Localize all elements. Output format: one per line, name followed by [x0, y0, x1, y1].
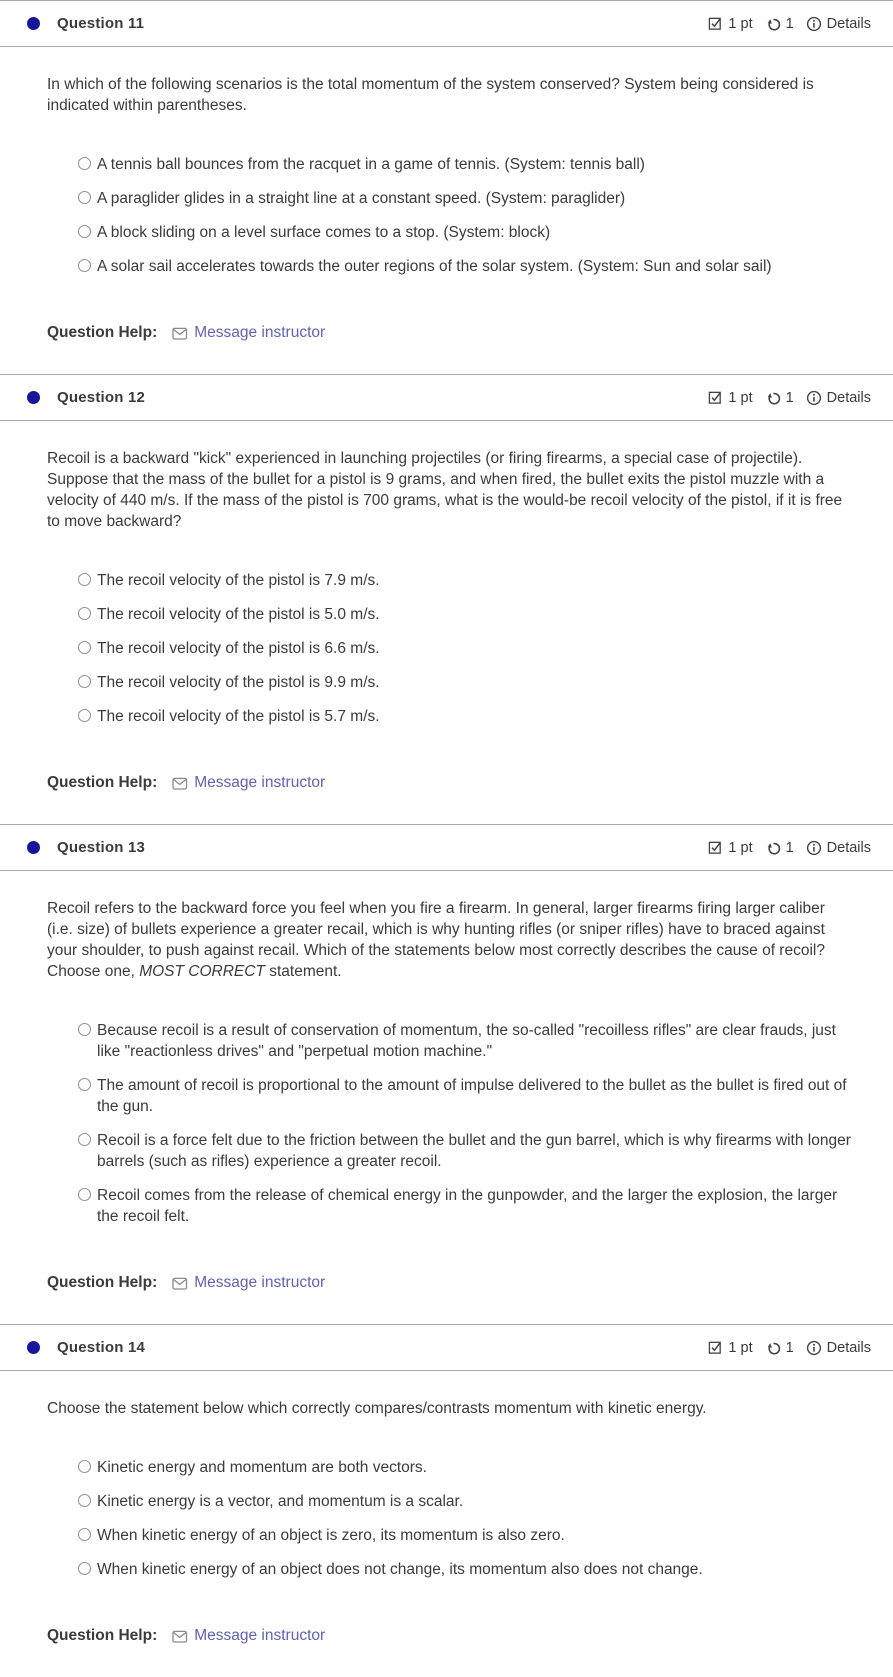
question-meta — [708, 16, 871, 32]
details-label: Details — [826, 15, 871, 32]
message-instructor-link[interactable] — [172, 1274, 325, 1292]
question-body — [0, 47, 893, 374]
question-title: Question 12 — [57, 389, 146, 406]
points-indicator — [708, 390, 752, 406]
radio-button[interactable] — [78, 259, 91, 272]
answer-option[interactable] — [78, 256, 853, 277]
details-button[interactable] — [806, 390, 871, 406]
question-body — [0, 421, 893, 824]
answer-option[interactable] — [78, 672, 853, 693]
retry-undo-icon — [765, 1340, 781, 1356]
question-header — [0, 374, 893, 421]
answer-option[interactable] — [78, 1020, 853, 1062]
radio-button[interactable] — [78, 709, 91, 722]
option-label: A tennis ball bounces from the racquet in a game of tennis. (System: tennis ball) — [97, 156, 645, 173]
answer-option[interactable] — [78, 1185, 853, 1227]
question-help-label: Question Help: — [47, 1274, 158, 1291]
question-title: Question 13 — [57, 839, 146, 856]
attempts-count: 1 — [785, 1339, 794, 1356]
question-header — [0, 0, 893, 47]
option-label: The recoil velocity of the pistol is 7.9 m/s. — [97, 572, 380, 589]
answer-option[interactable] — [78, 222, 853, 243]
question-help-label: Question Help: — [47, 774, 158, 791]
points-label: 1 pt — [728, 389, 753, 406]
points-indicator — [708, 840, 752, 856]
answer-option[interactable] — [78, 154, 853, 175]
radio-button[interactable] — [78, 641, 91, 654]
checkbox-check-icon — [708, 16, 723, 31]
answer-option[interactable] — [78, 188, 853, 209]
question-text: Recoil refers to the backward force you feel when you fire a firearm. In general, larger firearms firing larger caliber (i.e. size) of bullets experience a greater recail, which is why hunting rifles (or sniper rifles) have to braced against your shoulder, to push against recail. Which of the statements below most correctly describes the cause of recoil? Choose one, MOST CORRECT statement. — [47, 900, 825, 980]
radio-button[interactable] — [78, 1494, 91, 1507]
retry-undo-icon — [765, 390, 781, 406]
message-instructor-label: Message instructor — [194, 324, 326, 341]
question-header — [0, 1324, 893, 1371]
message-instructor-label: Message instructor — [194, 774, 326, 791]
points-indicator — [708, 16, 752, 32]
option-label: Recoil comes from the release of chemical energy in the gunpowder, and the larger the explosion, the larger the recoil felt. — [97, 1187, 838, 1225]
retry-undo-icon — [765, 840, 781, 856]
question-help-row — [47, 774, 853, 824]
radio-button[interactable] — [78, 1460, 91, 1473]
option-label: When kinetic energy of an object does not change, its momentum also does not change. — [97, 1561, 703, 1578]
attempts-indicator — [765, 840, 794, 856]
question-text-italic: MOST CORRECT — [139, 963, 265, 980]
info-circle-icon — [806, 390, 822, 406]
radio-button[interactable] — [78, 1133, 91, 1146]
option-label: The recoil velocity of the pistol is 6.6 m/s. — [97, 640, 380, 657]
question-title: Question 11 — [57, 15, 145, 32]
radio-button[interactable] — [78, 573, 91, 586]
radio-button[interactable] — [78, 607, 91, 620]
radio-button[interactable] — [78, 225, 91, 238]
question-meta — [708, 840, 871, 856]
attempts-indicator — [765, 16, 794, 32]
option-label: A paraglider glides in a straight line at a constant speed. (System: paraglider) — [97, 190, 626, 207]
message-instructor-label: Message instructor — [194, 1627, 326, 1644]
question-status-dot-icon — [27, 17, 40, 30]
question-help-row — [47, 1274, 853, 1324]
answer-option[interactable] — [78, 706, 853, 727]
question-block-12 — [0, 374, 893, 824]
checkbox-check-icon — [708, 390, 723, 405]
message-instructor-link[interactable] — [172, 324, 325, 342]
checkbox-check-icon — [708, 840, 723, 855]
options-list — [78, 570, 853, 727]
option-label: Because recoil is a result of conservation of momentum, the so-called "recoilless rifles" are clear frauds, just like "reactionless drives" and "perpetual motion machine." — [97, 1022, 836, 1060]
radio-button[interactable] — [78, 1562, 91, 1575]
radio-button[interactable] — [78, 1078, 91, 1091]
radio-button[interactable] — [78, 157, 91, 170]
question-body — [0, 871, 893, 1324]
details-button[interactable] — [806, 840, 871, 856]
question-body — [0, 1371, 893, 1677]
info-circle-icon — [806, 16, 822, 32]
details-label: Details — [826, 389, 871, 406]
details-label: Details — [826, 839, 871, 856]
question-status-dot-icon — [27, 841, 40, 854]
info-circle-icon — [806, 1340, 822, 1356]
radio-button[interactable] — [78, 191, 91, 204]
points-label: 1 pt — [728, 1339, 753, 1356]
checkbox-check-icon — [708, 1340, 723, 1355]
radio-button[interactable] — [78, 1528, 91, 1541]
envelope-icon — [172, 1277, 188, 1291]
answer-option[interactable] — [78, 604, 853, 625]
envelope-icon — [172, 777, 188, 791]
question-header — [0, 824, 893, 871]
option-label: Recoil is a force felt due to the friction between the bullet and the gun barrel, which is why firearms with longer barrels (such as rifles) experience a greater recoil. — [97, 1132, 851, 1170]
details-button[interactable] — [806, 16, 871, 32]
option-label: Kinetic energy is a vector, and momentum is a scalar. — [97, 1493, 464, 1510]
envelope-icon — [172, 327, 188, 341]
answer-option[interactable] — [78, 1075, 853, 1117]
attempts-indicator — [765, 390, 794, 406]
message-instructor-link[interactable] — [172, 1627, 325, 1645]
question-text: Recoil is a backward "kick" experienced in launching projectiles (or firing firearms, a special case of projectile). Suppose that the mass of the bullet for a pistol is 9 grams, and when fired, the bullet exits the pistol muzzle with a velocity of 440 m/s. If the mass of the pistol is 700 grams, what is the would-be recoil velocity of the pistol, if it is free to move backward? — [47, 450, 843, 530]
option-label: A solar sail accelerates towards the outer regions of the solar system. (System: Sun and solar sail) — [97, 258, 772, 275]
answer-option[interactable] — [78, 1491, 853, 1512]
question-block-13 — [0, 824, 893, 1324]
option-label: The recoil velocity of the pistol is 5.0 m/s. — [97, 606, 380, 623]
radio-button[interactable] — [78, 1023, 91, 1036]
question-text: In which of the following scenarios is the total momentum of the system conserved? System being considered is indicated within parentheses. — [47, 76, 814, 114]
option-label: When kinetic energy of an object is zero, its momentum is also zero. — [97, 1527, 565, 1544]
radio-button[interactable] — [78, 675, 91, 688]
question-status-dot-icon — [27, 1341, 40, 1354]
answer-option[interactable] — [78, 1525, 853, 1546]
retry-undo-icon — [765, 16, 781, 32]
question-help-row — [47, 324, 853, 374]
option-label: The recoil velocity of the pistol is 9.9 m/s. — [97, 674, 380, 691]
question-help-row — [47, 1627, 853, 1677]
points-label: 1 pt — [728, 839, 753, 856]
question-help-label: Question Help: — [47, 324, 158, 341]
envelope-icon — [172, 1630, 188, 1644]
option-label: The recoil velocity of the pistol is 5.7 m/s. — [97, 708, 380, 725]
message-instructor-label: Message instructor — [194, 1274, 326, 1291]
details-button[interactable] — [806, 1340, 871, 1356]
question-text: Choose the statement below which correctly compares/contrasts momentum with kinetic energy. — [47, 1400, 707, 1417]
options-list — [78, 1020, 853, 1227]
message-instructor-link[interactable] — [172, 774, 325, 792]
details-label: Details — [826, 1339, 871, 1356]
option-label: A block sliding on a level surface comes to a stop. (System: block) — [97, 224, 551, 241]
attempts-count: 1 — [785, 839, 794, 856]
options-list — [78, 1457, 853, 1580]
option-label: Kinetic energy and momentum are both vectors. — [97, 1459, 427, 1476]
question-title: Question 14 — [57, 1339, 146, 1356]
radio-button[interactable] — [78, 1188, 91, 1201]
option-label: The amount of recoil is proportional to the amount of impulse delivered to the bullet as the bullet is fired out of the gun. — [97, 1077, 847, 1115]
answer-option[interactable] — [78, 570, 853, 591]
options-list — [78, 154, 853, 277]
attempts-count: 1 — [785, 15, 794, 32]
answer-option[interactable] — [78, 1130, 853, 1172]
points-label: 1 pt — [728, 15, 753, 32]
question-meta — [708, 390, 871, 406]
question-status-dot-icon — [27, 391, 40, 404]
info-circle-icon — [806, 840, 822, 856]
question-block-14 — [0, 1324, 893, 1677]
question-help-label: Question Help: — [47, 1627, 158, 1644]
question-meta — [708, 1340, 871, 1356]
attempts-indicator — [765, 1340, 794, 1356]
answer-option[interactable] — [78, 1559, 853, 1580]
attempts-count: 1 — [785, 389, 794, 406]
question-block-11 — [0, 0, 893, 374]
answer-option[interactable] — [78, 638, 853, 659]
answer-option[interactable] — [78, 1457, 853, 1478]
points-indicator — [708, 1340, 752, 1356]
